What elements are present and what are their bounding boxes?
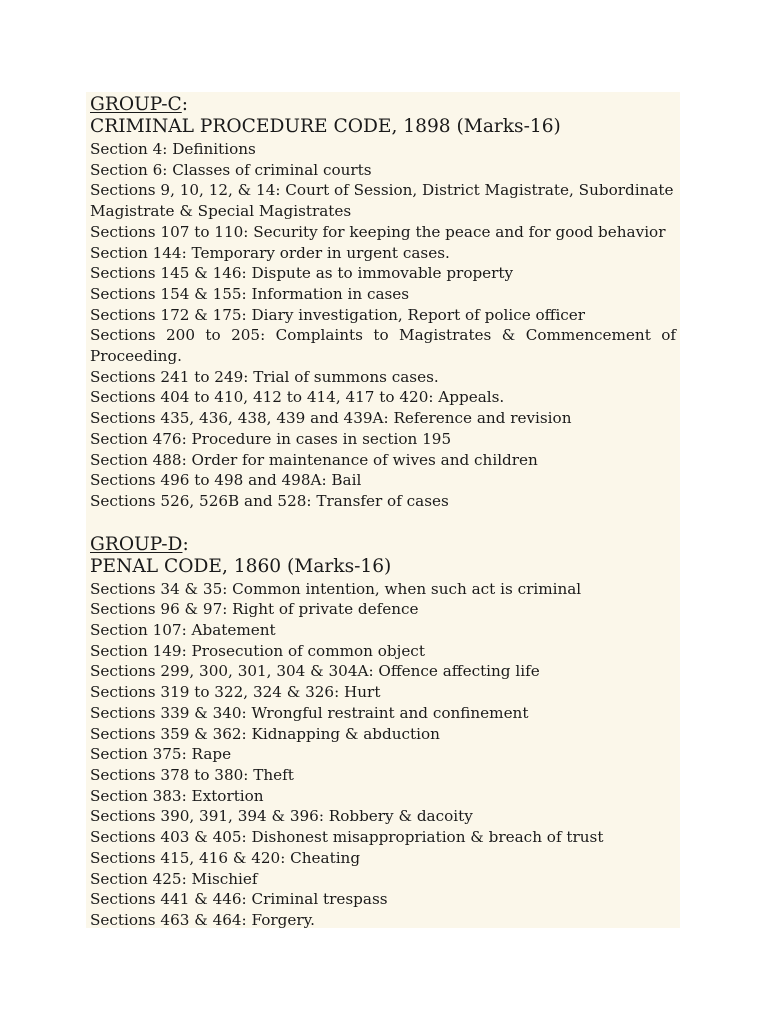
list-item: Section 144: Temporary order in urgent cases.	[90, 243, 450, 262]
group-d-label: GROUP-D	[90, 533, 183, 555]
list-item: Sections 359 & 362: Kidnapping & abduction	[90, 724, 440, 743]
group-d-colon: :	[182, 533, 189, 555]
list-item: Sections 9, 10, 12, & 14: Court of Session, District Magistrate, Subordinate Magistrate & Special Magistrates	[90, 181, 674, 221]
list-item: Sections 378 to 380: Theft	[90, 765, 294, 784]
list-item: Sections 107 to 110: Security for keeping the peace and for good behavior	[90, 222, 666, 241]
group-c-label: GROUP-C	[90, 94, 182, 115]
list-item: Sections 145 & 146: Dispute as to immovable property	[90, 264, 514, 283]
list-item: Section 488: Order for maintenance of wives and children	[90, 450, 538, 469]
list-item: Sections 154 & 155: Information in cases	[90, 284, 410, 303]
list-item: Sections 339 & 340: Wrongful restraint and confinement	[90, 703, 529, 722]
list-item: Sections 390, 391, 394 & 396: Robbery & dacoity	[90, 807, 473, 826]
section-spacer	[90, 512, 676, 534]
list-item: Section 383: Extortion	[90, 786, 264, 805]
list-item: Sections 200 to 205: Complaints to Magistrates & Commencement of Proceeding.	[90, 326, 676, 366]
list-item: Sections 172 & 175: Diary investigation, Report of police officer	[90, 305, 586, 324]
list-item: Sections 415, 416 & 420: Cheating	[90, 848, 361, 867]
list-item: Section 6: Classes of criminal courts	[90, 160, 372, 179]
list-item: Sections 404 to 410, 412 to 414, 417 to 420: Appeals.	[90, 388, 505, 407]
list-item: Sections 463 & 464: Forgery.	[90, 910, 315, 929]
list-item: Section 4: Definitions	[90, 140, 256, 158]
syllabus-content	[90, 94, 676, 931]
criminal-procedure-code-title: CRIMINAL PROCEDURE CODE, 1898 (Marks-16)	[90, 116, 561, 137]
list-item: Sections 96 & 97: Right of private defence	[90, 600, 419, 619]
list-item: Sections 299, 300, 301, 304 & 304A: Offence affecting life	[90, 662, 540, 681]
list-item: Sections 526, 526B and 528: Transfer of cases	[90, 491, 449, 510]
group-c-heading	[90, 94, 676, 116]
group-d-heading	[90, 534, 676, 556]
list-item: Sections 496 to 498 and 498A: Bail	[90, 471, 362, 490]
group-c-section	[90, 94, 676, 512]
list-item: Sections 34 & 35: Common intention, when such act is criminal	[90, 579, 582, 598]
list-item: Sections 435, 436, 438, 439 and 439A: Reference and revision	[90, 409, 572, 428]
syllabus-page	[86, 92, 680, 928]
list-item: Sections 441 & 446: Criminal trespass	[90, 890, 388, 909]
group-d-section	[90, 534, 676, 931]
list-item: Section 425: Mischief	[90, 869, 258, 888]
list-item: Sections 241 to 249: Trial of summons cases.	[90, 367, 439, 386]
list-item: Sections 319 to 322, 324 & 326: Hurt	[90, 683, 381, 702]
group-c-colon: :	[181, 94, 189, 115]
list-item: Section 149: Prosecution of common object	[90, 641, 425, 660]
list-item: Section 375: Rape	[90, 745, 232, 764]
list-item: Section 107: Abatement	[90, 621, 276, 640]
penal-code-title: PENAL CODE, 1860 (Marks-16)	[90, 555, 392, 577]
list-item: Sections 403 & 405: Dishonest misappropriation & breach of trust	[90, 828, 604, 847]
list-item: Section 476: Procedure in cases in section 195	[90, 429, 452, 448]
